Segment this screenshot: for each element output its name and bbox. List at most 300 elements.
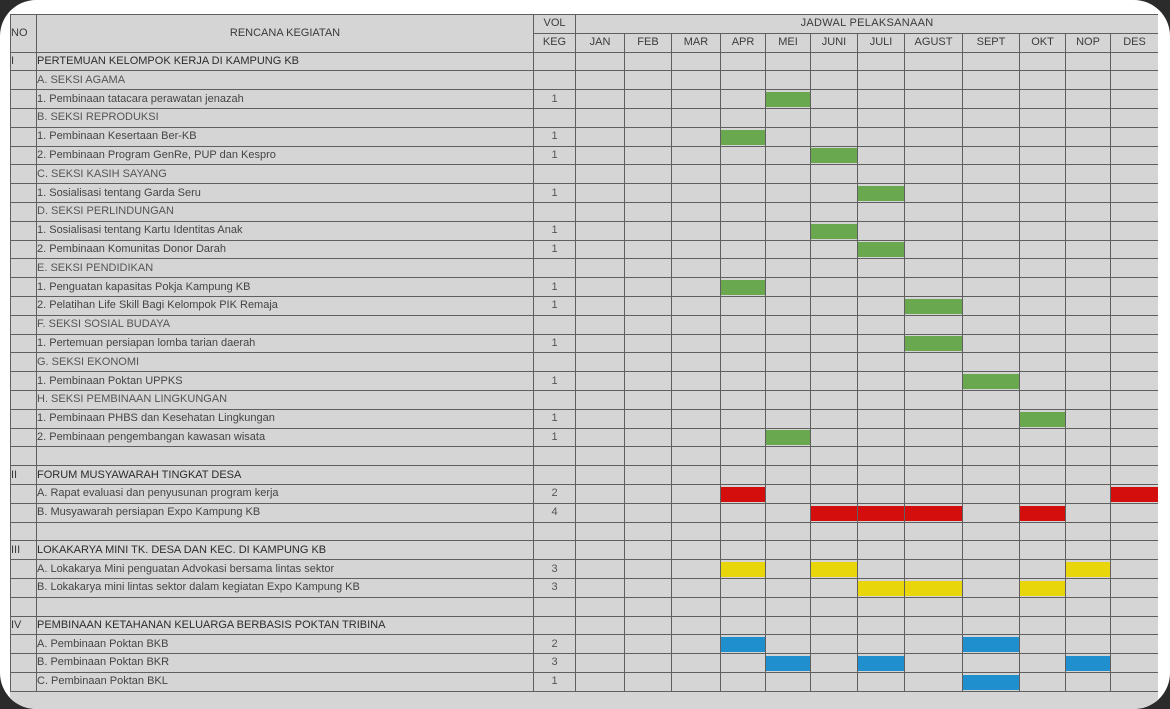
schedule-cell-feb xyxy=(625,503,672,522)
schedule-cell-mei xyxy=(766,259,811,278)
schedule-cell-okt xyxy=(1020,409,1066,428)
table-row xyxy=(11,372,1159,391)
schedule-bar-blue xyxy=(766,656,810,671)
schedule-cell-nop xyxy=(1066,466,1111,485)
table-row xyxy=(11,221,1159,240)
schedule-cell-sept xyxy=(963,52,1020,71)
schedule-bar-green xyxy=(905,336,962,351)
schedule-cell-juni xyxy=(811,654,858,673)
schedule-cell-agust xyxy=(905,146,963,165)
schedule-cell-juni xyxy=(811,353,858,372)
schedule-bar-red xyxy=(905,506,962,521)
schedule-cell-feb xyxy=(625,184,672,203)
activity-volume: 1 xyxy=(534,184,576,203)
schedule-cell-jan xyxy=(576,447,625,466)
schedule-cell-juli xyxy=(858,635,905,654)
schedule-cell-des xyxy=(1111,240,1159,259)
schedule-cell-juli xyxy=(858,127,905,146)
activity-volume xyxy=(534,447,576,466)
schedule-cell-jan xyxy=(576,278,625,297)
table-row xyxy=(11,71,1159,90)
schedule-cell-juni xyxy=(811,52,858,71)
schedule-cell-apr xyxy=(721,654,766,673)
activity-volume xyxy=(534,108,576,127)
schedule-cell-des xyxy=(1111,484,1159,503)
activity-name: A. SEKSI AGAMA xyxy=(37,71,534,90)
schedule-bar-yellow xyxy=(1020,581,1065,596)
schedule-cell-jan xyxy=(576,146,625,165)
schedule-cell-nop xyxy=(1066,52,1111,71)
schedule-cell-mar xyxy=(672,353,721,372)
schedule-cell-jan xyxy=(576,635,625,654)
schedule-cell-juli xyxy=(858,278,905,297)
table-row xyxy=(11,90,1159,109)
schedule-sheet xyxy=(10,14,1158,709)
schedule-cell-jan xyxy=(576,578,625,597)
table-row xyxy=(11,240,1159,259)
row-number xyxy=(11,165,37,184)
activity-name: H. SEKSI PEMBINAAN LINGKUNGAN xyxy=(37,390,534,409)
activity-name: A. Rapat evaluasi dan penyusunan program kerja xyxy=(37,484,534,503)
schedule-cell-mar xyxy=(672,484,721,503)
table-row xyxy=(11,578,1159,597)
schedule-cell-agust xyxy=(905,108,963,127)
table-row xyxy=(11,616,1159,635)
schedule-cell-feb xyxy=(625,560,672,579)
table-row xyxy=(11,108,1159,127)
schedule-cell-sept xyxy=(963,71,1020,90)
schedule-cell-des xyxy=(1111,447,1159,466)
activity-name: B. Pembinaan Poktan BKR xyxy=(37,654,534,673)
schedule-bar-green xyxy=(766,430,810,445)
schedule-cell-juli xyxy=(858,484,905,503)
schedule-cell-feb xyxy=(625,71,672,90)
schedule-cell-sept xyxy=(963,334,1020,353)
schedule-cell-jan xyxy=(576,409,625,428)
schedule-bar-green xyxy=(721,130,765,145)
schedule-cell-mar xyxy=(672,259,721,278)
row-number xyxy=(11,278,37,297)
schedule-cell-juli xyxy=(858,372,905,391)
schedule-cell-nop xyxy=(1066,428,1111,447)
schedule-cell-jan xyxy=(576,90,625,109)
schedule-cell-sept xyxy=(963,202,1020,221)
schedule-cell-mei xyxy=(766,522,811,541)
schedule-cell-mar xyxy=(672,71,721,90)
activity-name: D. SEKSI PERLINDUNGAN xyxy=(37,202,534,221)
schedule-cell-apr xyxy=(721,616,766,635)
schedule-cell-mei xyxy=(766,108,811,127)
table-row xyxy=(11,541,1159,560)
row-number xyxy=(11,334,37,353)
activity-name: 1. Pembinaan PHBS dan Kesehatan Lingkungan xyxy=(37,409,534,428)
header-jadwal-pelaksanaan: JADWAL PELAKSANAAN xyxy=(576,15,1159,34)
schedule-cell-agust xyxy=(905,560,963,579)
schedule-cell-jan xyxy=(576,597,625,616)
table-row xyxy=(11,428,1159,447)
schedule-cell-jan xyxy=(576,52,625,71)
schedule-cell-apr xyxy=(721,466,766,485)
schedule-bar-yellow xyxy=(721,562,765,577)
schedule-cell-apr xyxy=(721,372,766,391)
schedule-cell-apr xyxy=(721,390,766,409)
row-number xyxy=(11,202,37,221)
schedule-cell-feb xyxy=(625,522,672,541)
schedule-cell-juli xyxy=(858,428,905,447)
schedule-cell-feb xyxy=(625,372,672,391)
schedule-cell-juli xyxy=(858,202,905,221)
schedule-cell-juni xyxy=(811,259,858,278)
schedule-cell-des xyxy=(1111,296,1159,315)
schedule-cell-mei xyxy=(766,315,811,334)
schedule-cell-apr xyxy=(721,409,766,428)
schedule-cell-mei xyxy=(766,578,811,597)
schedule-cell-juli xyxy=(858,353,905,372)
schedule-cell-juni xyxy=(811,635,858,654)
schedule-cell-nop xyxy=(1066,390,1111,409)
schedule-cell-feb xyxy=(625,541,672,560)
schedule-cell-juli xyxy=(858,654,905,673)
row-number xyxy=(11,390,37,409)
header-month-sept: SEPT xyxy=(963,33,1020,52)
schedule-cell-jan xyxy=(576,353,625,372)
schedule-cell-feb xyxy=(625,296,672,315)
schedule-cell-sept xyxy=(963,296,1020,315)
schedule-cell-agust xyxy=(905,578,963,597)
schedule-cell-agust xyxy=(905,240,963,259)
schedule-cell-feb xyxy=(625,146,672,165)
activity-volume: 1 xyxy=(534,334,576,353)
schedule-cell-feb xyxy=(625,672,672,691)
activity-name: F. SEKSI SOSIAL BUDAYA xyxy=(37,315,534,334)
header-month-mei: MEI xyxy=(766,33,811,52)
schedule-cell-agust xyxy=(905,597,963,616)
activity-volume: 1 xyxy=(534,409,576,428)
schedule-cell-jan xyxy=(576,165,625,184)
schedule-cell-nop xyxy=(1066,616,1111,635)
schedule-cell-feb xyxy=(625,654,672,673)
schedule-cell-agust xyxy=(905,353,963,372)
schedule-cell-apr xyxy=(721,522,766,541)
schedule-cell-mei xyxy=(766,597,811,616)
schedule-cell-apr xyxy=(721,240,766,259)
header-month-juni: JUNI xyxy=(811,33,858,52)
schedule-cell-mei xyxy=(766,353,811,372)
schedule-cell-des xyxy=(1111,541,1159,560)
schedule-bar-green xyxy=(1020,412,1065,427)
schedule-cell-juli xyxy=(858,240,905,259)
schedule-cell-mar xyxy=(672,184,721,203)
schedule-bar-blue xyxy=(858,656,904,671)
schedule-cell-agust xyxy=(905,127,963,146)
schedule-cell-des xyxy=(1111,560,1159,579)
schedule-bar-red xyxy=(811,506,857,521)
schedule-cell-nop xyxy=(1066,184,1111,203)
schedule-cell-mei xyxy=(766,240,811,259)
activity-volume: 1 xyxy=(534,278,576,297)
row-number xyxy=(11,146,37,165)
activity-name: 1. Pembinaan Poktan UPPKS xyxy=(37,372,534,391)
schedule-cell-apr xyxy=(721,296,766,315)
schedule-cell-juli xyxy=(858,616,905,635)
row-number xyxy=(11,259,37,278)
activity-volume: 1 xyxy=(534,672,576,691)
table-row xyxy=(11,259,1159,278)
schedule-cell-apr xyxy=(721,503,766,522)
schedule-cell-apr xyxy=(721,202,766,221)
schedule-cell-juni xyxy=(811,466,858,485)
schedule-cell-mar xyxy=(672,654,721,673)
schedule-cell-des xyxy=(1111,409,1159,428)
schedule-cell-feb xyxy=(625,90,672,109)
schedule-cell-juli xyxy=(858,409,905,428)
header-month-apr: APR xyxy=(721,33,766,52)
schedule-cell-mar xyxy=(672,202,721,221)
schedule-cell-jan xyxy=(576,221,625,240)
schedule-cell-mei xyxy=(766,484,811,503)
schedule-cell-nop xyxy=(1066,447,1111,466)
schedule-cell-sept xyxy=(963,127,1020,146)
schedule-cell-des xyxy=(1111,428,1159,447)
table-row xyxy=(11,334,1159,353)
activity-name: E. SEKSI PENDIDIKAN xyxy=(37,259,534,278)
schedule-cell-apr xyxy=(721,597,766,616)
schedule-bar-green xyxy=(811,148,857,163)
activity-volume: 2 xyxy=(534,635,576,654)
activity-schedule-table xyxy=(10,14,1158,692)
schedule-cell-apr xyxy=(721,578,766,597)
header-month-feb: FEB xyxy=(625,33,672,52)
header-month-juli: JULI xyxy=(858,33,905,52)
schedule-cell-des xyxy=(1111,202,1159,221)
schedule-cell-feb xyxy=(625,428,672,447)
schedule-cell-okt xyxy=(1020,597,1066,616)
schedule-cell-sept xyxy=(963,466,1020,485)
schedule-cell-okt xyxy=(1020,221,1066,240)
schedule-cell-sept xyxy=(963,184,1020,203)
schedule-cell-okt xyxy=(1020,428,1066,447)
schedule-cell-mei xyxy=(766,71,811,90)
schedule-cell-mei xyxy=(766,184,811,203)
schedule-cell-jan xyxy=(576,259,625,278)
schedule-bar-yellow xyxy=(905,581,962,596)
schedule-cell-sept xyxy=(963,390,1020,409)
schedule-cell-feb xyxy=(625,52,672,71)
schedule-cell-juli xyxy=(858,108,905,127)
schedule-cell-juni xyxy=(811,240,858,259)
schedule-cell-juni xyxy=(811,484,858,503)
schedule-cell-jan xyxy=(576,672,625,691)
schedule-cell-feb xyxy=(625,259,672,278)
schedule-cell-mei xyxy=(766,616,811,635)
schedule-cell-nop xyxy=(1066,90,1111,109)
schedule-cell-juli xyxy=(858,165,905,184)
schedule-cell-okt xyxy=(1020,278,1066,297)
schedule-cell-mei xyxy=(766,635,811,654)
schedule-bar-green xyxy=(963,374,1019,389)
activity-volume xyxy=(534,165,576,184)
table-row xyxy=(11,466,1159,485)
header-rencana-kegiatan: RENCANA KEGIATAN xyxy=(37,15,534,53)
activity-volume: 3 xyxy=(534,578,576,597)
schedule-cell-des xyxy=(1111,146,1159,165)
schedule-cell-okt xyxy=(1020,372,1066,391)
schedule-cell-jan xyxy=(576,334,625,353)
schedule-cell-sept xyxy=(963,654,1020,673)
row-number: IV xyxy=(11,616,37,635)
row-number xyxy=(11,240,37,259)
schedule-cell-mei xyxy=(766,165,811,184)
activity-volume xyxy=(534,202,576,221)
schedule-cell-okt xyxy=(1020,353,1066,372)
schedule-cell-feb xyxy=(625,334,672,353)
schedule-cell-okt xyxy=(1020,240,1066,259)
schedule-cell-nop xyxy=(1066,560,1111,579)
schedule-cell-des xyxy=(1111,503,1159,522)
activity-name: 2. Pembinaan pengembangan kawasan wisata xyxy=(37,428,534,447)
schedule-cell-agust xyxy=(905,541,963,560)
schedule-cell-apr xyxy=(721,447,766,466)
schedule-bar-red xyxy=(1020,506,1065,521)
schedule-cell-jan xyxy=(576,654,625,673)
schedule-cell-des xyxy=(1111,334,1159,353)
schedule-cell-mar xyxy=(672,278,721,297)
activity-volume xyxy=(534,390,576,409)
schedule-cell-sept xyxy=(963,616,1020,635)
table-row xyxy=(11,296,1159,315)
schedule-cell-okt xyxy=(1020,334,1066,353)
schedule-bar-red xyxy=(858,506,904,521)
schedule-cell-mei xyxy=(766,90,811,109)
schedule-cell-juli xyxy=(858,578,905,597)
schedule-cell-juli xyxy=(858,541,905,560)
table-row xyxy=(11,146,1159,165)
activity-volume xyxy=(534,597,576,616)
schedule-cell-jan xyxy=(576,108,625,127)
schedule-cell-agust xyxy=(905,184,963,203)
activity-volume xyxy=(534,466,576,485)
row-number xyxy=(11,672,37,691)
schedule-cell-mar xyxy=(672,672,721,691)
schedule-cell-mar xyxy=(672,541,721,560)
activity-volume: 1 xyxy=(534,372,576,391)
schedule-rows xyxy=(11,52,1159,691)
schedule-bar-red xyxy=(721,487,765,502)
schedule-cell-des xyxy=(1111,90,1159,109)
schedule-cell-juni xyxy=(811,541,858,560)
schedule-cell-agust xyxy=(905,315,963,334)
row-number xyxy=(11,372,37,391)
schedule-cell-jan xyxy=(576,315,625,334)
header-month-agust: AGUST xyxy=(905,33,963,52)
schedule-cell-sept xyxy=(963,447,1020,466)
schedule-cell-agust xyxy=(905,71,963,90)
row-number xyxy=(11,353,37,372)
schedule-cell-apr xyxy=(721,165,766,184)
schedule-cell-sept xyxy=(963,353,1020,372)
header-month-jan: JAN xyxy=(576,33,625,52)
schedule-cell-mar xyxy=(672,597,721,616)
schedule-cell-mar xyxy=(672,52,721,71)
schedule-cell-juli xyxy=(858,597,905,616)
activity-name: LOKAKARYA MINI TK. DESA DAN KEC. DI KAMPUNG KB xyxy=(37,541,534,560)
schedule-cell-apr xyxy=(721,90,766,109)
schedule-bar-yellow xyxy=(1066,562,1110,577)
schedule-cell-mar xyxy=(672,503,721,522)
activity-name: 1. Pembinaan tatacara perawatan jenazah xyxy=(37,90,534,109)
table-row xyxy=(11,315,1159,334)
schedule-cell-des xyxy=(1111,522,1159,541)
schedule-cell-nop xyxy=(1066,71,1111,90)
schedule-cell-okt xyxy=(1020,541,1066,560)
schedule-cell-jan xyxy=(576,71,625,90)
schedule-cell-sept xyxy=(963,560,1020,579)
schedule-cell-juli xyxy=(858,560,905,579)
schedule-cell-juli xyxy=(858,71,905,90)
activity-name: PERTEMUAN KELOMPOK KERJA DI KAMPUNG KB xyxy=(37,52,534,71)
row-number xyxy=(11,127,37,146)
schedule-cell-juni xyxy=(811,127,858,146)
table-row xyxy=(11,560,1159,579)
schedule-cell-apr xyxy=(721,146,766,165)
schedule-cell-feb xyxy=(625,221,672,240)
activity-volume xyxy=(534,522,576,541)
schedule-cell-juni xyxy=(811,578,858,597)
schedule-cell-agust xyxy=(905,654,963,673)
schedule-cell-mei xyxy=(766,127,811,146)
row-number xyxy=(11,71,37,90)
schedule-cell-feb xyxy=(625,635,672,654)
schedule-cell-juni xyxy=(811,428,858,447)
activity-volume xyxy=(534,541,576,560)
schedule-cell-agust xyxy=(905,447,963,466)
schedule-cell-sept xyxy=(963,578,1020,597)
row-number xyxy=(11,654,37,673)
schedule-cell-juni xyxy=(811,503,858,522)
schedule-cell-feb xyxy=(625,108,672,127)
activity-name: 1. Sosialisasi tentang Kartu Identitas Anak xyxy=(37,221,534,240)
schedule-bar-blue xyxy=(1066,656,1110,671)
table-row xyxy=(11,353,1159,372)
schedule-cell-feb xyxy=(625,202,672,221)
schedule-cell-jan xyxy=(576,484,625,503)
schedule-cell-sept xyxy=(963,165,1020,184)
schedule-cell-okt xyxy=(1020,484,1066,503)
schedule-cell-agust xyxy=(905,334,963,353)
schedule-cell-okt xyxy=(1020,560,1066,579)
blank-row xyxy=(11,597,1159,616)
schedule-cell-jan xyxy=(576,296,625,315)
schedule-cell-okt xyxy=(1020,202,1066,221)
schedule-cell-feb xyxy=(625,616,672,635)
schedule-cell-feb xyxy=(625,165,672,184)
schedule-cell-juli xyxy=(858,184,905,203)
schedule-cell-agust xyxy=(905,466,963,485)
activity-volume: 1 xyxy=(534,90,576,109)
schedule-cell-des xyxy=(1111,578,1159,597)
schedule-cell-okt xyxy=(1020,90,1066,109)
schedule-cell-juni xyxy=(811,165,858,184)
schedule-bar-yellow xyxy=(811,562,857,577)
schedule-cell-okt xyxy=(1020,108,1066,127)
activity-volume xyxy=(534,353,576,372)
schedule-cell-juni xyxy=(811,202,858,221)
header-vol: VOL xyxy=(534,15,576,34)
schedule-cell-sept xyxy=(963,259,1020,278)
schedule-cell-nop xyxy=(1066,296,1111,315)
schedule-cell-nop xyxy=(1066,522,1111,541)
schedule-cell-mei xyxy=(766,334,811,353)
